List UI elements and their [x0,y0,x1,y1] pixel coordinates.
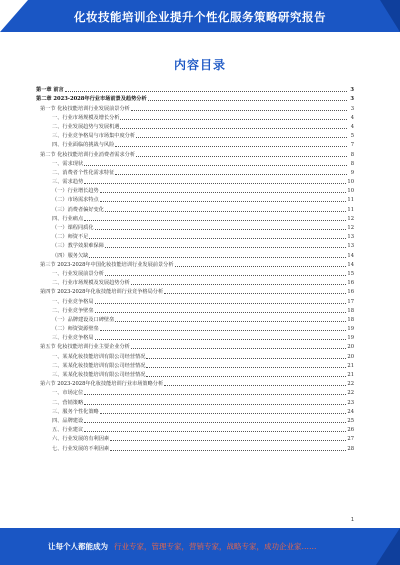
toc-entry-label: 一、行业竞争格局 [52,298,94,305]
toc-entry-label: 第四节 2023-2028年化妆技能培训行业竞争格局分析 [40,289,164,296]
toc-entry-label: 三、行业竞争格局 [52,335,94,342]
toc-leader-dots [95,229,347,230]
page-number: 1 [350,517,354,523]
toc-entry-label: 四、行业痛点 [52,215,84,222]
toc-entry[interactable] [36,360,354,369]
toc-leader-dots [164,293,346,294]
footer-bar [0,528,400,565]
toc-entry-page: 18 [347,307,354,314]
toc-entry-page: 12 [347,225,354,231]
toc-leader-dots [105,247,347,248]
toc-entry-label: 二、营销策略 [52,399,84,406]
toc-leader-dots [115,174,347,175]
toc-entry-page: 21 [347,372,354,378]
toc-entry[interactable] [36,396,354,405]
toc-entry-label: （四）服务欠缺 [52,252,89,259]
toc-entry-page: 10 [347,188,354,195]
toc-entry-page: 5 [350,133,354,140]
toc-entry[interactable] [36,259,354,268]
toc-entry-page: 18 [347,316,354,323]
toc-entry-page: 24 [347,408,354,415]
toc-entry[interactable] [36,148,354,157]
toc-entry-label: 第一章 前言 [36,87,64,94]
toc-entry-page: 21 [347,362,354,369]
footer-lead: 让每个人都能成为 [48,542,108,551]
toc-entry-page: 9 [350,169,354,176]
toc-entry-label: 一、行业发展前景分析 [52,270,104,277]
toc-entry-page: 7 [350,142,354,149]
toc-leader-dots [95,303,347,304]
toc-entry-label: （一）课程同质化 [52,225,94,231]
toc-entry-label: 第五节 化妆技能培训行业主要企业分析 [40,344,130,351]
toc-entry-label: 六、行业发展的有利因素 [52,436,110,443]
toc-entry[interactable] [36,231,354,240]
toc-entry-page: 12 [347,215,354,222]
toc-leader-dots [84,422,346,423]
footer-decoration [376,528,400,565]
toc-entry[interactable] [36,84,354,93]
toc-leader-dots [84,183,346,184]
toc-entry-page: 3 [350,105,354,112]
toc-entry[interactable] [36,158,354,167]
toc-entry[interactable] [36,424,354,433]
report-title: 化妆技能培训企业提升个性化服务策略研究报告 [74,10,326,24]
toc-entry-page: 4 [350,114,354,121]
toc-entry-page: 3 [350,87,354,94]
toc-entry[interactable] [36,277,354,286]
toc-leader-dots [84,404,346,405]
toc-entry-page: 13 [347,243,354,250]
toc-entry[interactable] [36,203,354,212]
toc-leader-dots [146,358,346,359]
toc-leader-dots [131,284,347,285]
toc-entry[interactable] [36,176,354,185]
toc-entry-label: 七、行业发展的不利因素 [52,445,110,452]
toc-entry[interactable] [36,350,354,359]
toc-entry-label: 第二节 化妆技能培训行业消费者需求分析 [40,151,136,158]
toc-entry-page: 3 [350,96,354,103]
toc-leader-dots [65,91,347,92]
toc-entry-label: （二）师资不足 [52,234,89,241]
toc-entry-page: 16 [347,289,354,296]
toc-entry-page: 22 [347,381,354,388]
toc-leader-dots [146,376,346,377]
toc-entry[interactable] [36,433,354,442]
toc-entry-label: 第一节 化妆技能培训行业发展前景分析 [40,105,130,112]
toc-entry[interactable] [36,167,354,176]
toc-entry-page: 20 [347,344,354,351]
toc-entry-label: 三、某某化妆技能培训有限公司经营情况 [52,372,146,378]
toc-entry-label: 二、消费者个性化需求特征 [52,169,115,176]
toc-entry-label: （一）品牌建设及口碑壁垒 [52,316,115,323]
toc-leader-dots [84,165,347,166]
toc-entry[interactable] [36,102,354,111]
toc-entry-label: 三、需求趋势 [52,179,84,186]
toc-entry-page: 11 [347,197,354,204]
toc-leader-dots [100,192,347,193]
header-bar [0,0,400,32]
toc-leader-dots [95,339,347,340]
toc-entry-label: 二、行业竞争壁垒 [52,307,94,314]
toc-entry-page: 16 [347,280,354,287]
footer-slogan [48,541,317,552]
toc-entry[interactable] [36,323,354,332]
toc-entry-page: 19 [347,326,354,333]
toc-entry[interactable] [36,332,354,341]
toc-entry-page: 28 [347,445,354,452]
toc-leader-dots [89,238,346,239]
toc-leader-dots [105,211,347,212]
toc-entry[interactable] [36,139,354,148]
table-of-contents [36,84,354,452]
toc-leader-dots [100,201,347,202]
toc-leader-dots [120,128,347,129]
toc-entry[interactable] [36,130,354,139]
toc-entry[interactable] [36,295,354,304]
toc-leader-dots [131,348,347,349]
toc-entry-page: 13 [347,234,354,241]
toc-entry-page: 4 [350,123,354,130]
toc-entry[interactable] [36,268,354,277]
toc-entry[interactable] [36,213,354,222]
toc-entry-label: 第三节 2023-2028年中国化妆技能培训行业发展前景分析 [40,261,174,268]
toc-entry-page: 17 [347,298,354,305]
toc-leader-dots [110,440,346,441]
toc-leader-dots [146,367,346,368]
toc-entry-label: 一、某某化妆技能培训有限公司经营情况 [52,353,146,360]
toc-entry-label: （二）师资资源壁垒 [52,326,99,333]
toc-leader-dots [84,431,346,432]
toc-entry[interactable] [36,415,354,424]
toc-entry[interactable] [36,387,354,396]
toc-entry-page: 25 [347,417,354,424]
toc-leader-dots [136,137,347,138]
toc-entry-page: 15 [347,270,354,277]
toc-entry-page: 14 [347,252,354,259]
toc-leader-dots [148,100,347,101]
toc-leader-dots [100,413,347,414]
toc-entry[interactable] [36,249,354,258]
toc-entry-page: 8 [350,160,354,167]
toc-entry[interactable] [36,185,354,194]
toc-leader-dots [136,156,347,157]
toc-leader-dots [115,146,347,147]
toc-entry-page: 27 [347,436,354,443]
toc-entry[interactable] [36,93,354,102]
toc-leader-dots [95,312,347,313]
toc-entry[interactable] [36,305,354,314]
toc-entry[interactable] [36,121,354,130]
toc-title: 内容目录 [173,58,226,72]
toc-entry[interactable] [36,406,354,415]
toc-entry[interactable] [36,222,354,231]
toc-entry-label: 四、行业面临的挑战与风险 [52,142,115,149]
toc-leader-dots [84,394,346,395]
toc-leader-dots [175,266,347,267]
toc-entry-label: 二、行业发展趋势与发展机遇 [52,123,120,130]
toc-entry[interactable] [36,314,354,323]
toc-entry[interactable] [36,286,354,295]
toc-entry-label: 四、品牌建设 [52,417,84,424]
toc-leader-dots [110,450,346,451]
toc-entry-page: 11 [347,206,354,213]
toc-entry[interactable] [36,194,354,203]
toc-leader-dots [164,385,346,386]
toc-entry-label: （一）行业增长趋势 [52,188,99,195]
toc-entry-label: （三）教学效果难保障 [52,243,104,250]
toc-entry-label: 三、服务个性化策略 [52,408,99,415]
toc-entry-page: 23 [347,399,354,406]
toc-leader-dots [84,220,346,221]
toc-entry-label: 一、行业市场规模及增长分析 [52,114,120,121]
toc-entry-label: 三、行业竞争格局与市场集中度分析 [52,133,136,140]
toc-entry-page: 20 [347,353,354,360]
toc-entry-page: 22 [347,390,354,397]
toc-entry-page: 14 [347,261,354,268]
footer-roles: 行业专家，管理专家，营销专家，战略专家，成功企业家…… [114,542,317,551]
toc-entry[interactable] [36,240,354,249]
toc-entry-label: 五、行业建议 [52,427,84,434]
toc-entry-page: 19 [347,335,354,342]
toc-leader-dots [105,275,347,276]
toc-entry-page: 10 [347,179,354,186]
toc-entry-page: 8 [350,151,354,158]
toc-leader-dots [131,110,347,111]
toc-entry[interactable] [36,442,354,451]
toc-entry-label: 一、市场定位 [52,390,84,397]
toc-entry-label: 第二章 2023-2028年行业市场前景及趋势分析 [36,96,147,103]
toc-entry-label: 二、行业市场规模及发展趋势分析 [52,280,130,287]
toc-entry[interactable] [36,378,354,387]
toc-leader-dots [89,257,346,258]
toc-entry-label: （二）市场需求特点 [52,197,99,204]
toc-entry-label: 第六节 2023-2028年化妆技能培训行业市场策略分析 [40,381,164,388]
toc-entry[interactable] [36,112,354,121]
toc-entry-label: 二、某某化妆技能培训有限公司经营情况 [52,362,146,369]
toc-entry[interactable] [36,341,354,350]
toc-leader-dots [100,330,347,331]
toc-leader-dots [115,321,346,322]
toc-entry-page: 26 [347,427,354,434]
toc-leader-dots [120,119,347,120]
toc-entry[interactable] [36,369,354,378]
toc-entry-label: （三）消费者偏好变化 [52,206,104,213]
toc-entry-label: 一、需求现状 [52,160,84,167]
